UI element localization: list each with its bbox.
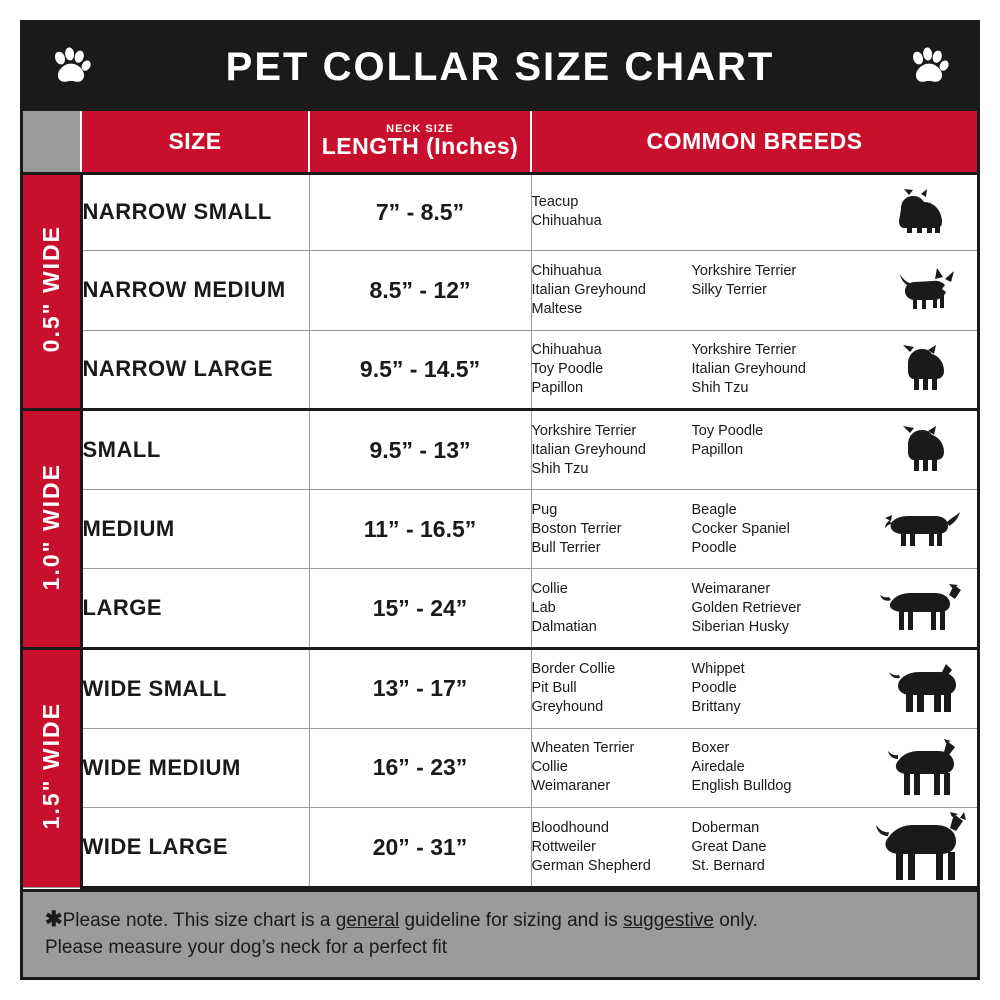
chart-frame (20, 20, 980, 980)
breeds-column-2 (692, 819, 842, 876)
breed-item: Bull Terrier (531, 539, 601, 556)
row-size: NARROW SMALL (81, 173, 309, 251)
breeds-column-2 (692, 739, 842, 796)
row-breeds (531, 410, 977, 490)
breeds-column-1 (532, 341, 682, 398)
breed-item: Brittany (691, 699, 741, 716)
breed-item: Collie (531, 580, 568, 597)
shihtzu-silhouette-icon (867, 425, 977, 475)
breed-item: Boston Terrier (531, 520, 622, 537)
breed-item: Yorkshire Terrier (691, 341, 797, 358)
breeds-column-1 (532, 819, 682, 876)
table-row (23, 330, 977, 410)
footer-text-a: Please note. This size chart is a (62, 910, 336, 931)
group-label-text: 1.0" WIDE (37, 462, 64, 591)
breed-item: Yorkshire Terrier (691, 262, 797, 279)
table-row (23, 728, 977, 808)
header-length-label: LENGTH (Inches) (321, 132, 519, 159)
footer-line-1 (45, 906, 955, 934)
breed-item: Cocker Spaniel (691, 520, 790, 537)
breed-item: Toy Poodle (531, 360, 604, 377)
breed-item: Teacup (531, 194, 579, 211)
breed-item: Italian Greyhound (531, 441, 646, 458)
footer-text-b: guideline for sizing and is (399, 910, 624, 931)
breeds-column-2 (692, 341, 842, 398)
row-size: WIDE SMALL (81, 649, 309, 729)
breed-item: Whippet (691, 661, 745, 678)
asterisk-icon: ✱ (45, 908, 63, 931)
breeds-column-2 (692, 580, 842, 637)
row-length: 16” - 23” (309, 728, 531, 808)
breed-item: Italian Greyhound (691, 360, 806, 377)
breed-item: Siberian Husky (691, 618, 790, 635)
breeds-column-1 (532, 580, 682, 637)
row-breeds (531, 251, 977, 331)
doberman-silhouette-icon (867, 812, 977, 882)
row-breeds (531, 808, 977, 888)
breeds-column-1 (532, 660, 682, 717)
table-row (23, 410, 977, 490)
footer-emphasis-suggestive: suggestive (623, 910, 714, 931)
breed-item: Lab (531, 599, 556, 616)
breed-item: Italian Greyhound (531, 281, 646, 298)
paw-icon (49, 45, 93, 89)
breed-item: Border Collie (531, 661, 616, 678)
breed-item: Airedale (691, 759, 745, 776)
boxer-silhouette-icon (867, 739, 977, 797)
breed-item: Silky Terrier (691, 281, 767, 298)
breeds-column-2 (692, 193, 842, 231)
breed-item: Chihuahua (531, 341, 602, 358)
breed-item: Dalmatian (531, 618, 597, 635)
breeds-column-1 (532, 262, 682, 319)
breed-item: Chihuahua (531, 262, 602, 279)
row-size: NARROW LARGE (81, 330, 309, 410)
row-size: LARGE (81, 569, 309, 649)
chihuahua-silhouette-icon (867, 267, 977, 313)
breeds-column-2 (692, 262, 842, 319)
group-label-text: 1.5" WIDE (37, 702, 64, 830)
row-breeds (531, 173, 977, 251)
breed-item: Poodle (691, 539, 737, 556)
row-breeds (531, 728, 977, 808)
row-size: SMALL (81, 410, 309, 490)
row-breeds (531, 489, 977, 569)
breed-item: Doberman (691, 819, 760, 836)
row-size: WIDE LARGE (81, 808, 309, 888)
breed-item: German Shepherd (531, 857, 651, 874)
breeds-column-1 (532, 193, 682, 231)
breed-item: Collie (531, 759, 568, 776)
table-row (23, 251, 977, 331)
papillon-silhouette-icon (867, 344, 977, 394)
group-label-wide (23, 649, 81, 888)
breed-item: Weimaraner (691, 580, 771, 597)
table-header-row (23, 111, 977, 173)
beagle-silhouette-icon (867, 507, 977, 551)
breed-item: Toy Poodle (691, 422, 764, 439)
breed-item: Weimaraner (531, 778, 611, 795)
header-length (309, 111, 531, 173)
row-breeds (531, 649, 977, 729)
footer-emphasis-general: general (335, 910, 400, 931)
group-label-standard (23, 410, 81, 649)
breed-item: Great Dane (691, 838, 767, 855)
row-length: 20” - 31” (309, 808, 531, 888)
size-chart-table (23, 111, 977, 889)
breed-item: Shih Tzu (531, 460, 589, 477)
footer-text-c: only. (713, 910, 758, 931)
chart-header (23, 23, 977, 111)
breed-item: St. Bernard (691, 857, 765, 874)
breed-item: Pit Bull (531, 680, 577, 697)
breed-item: Beagle (691, 501, 737, 518)
header-size: SIZE (81, 111, 309, 173)
breed-item: Papillon (531, 379, 584, 396)
paw-icon (907, 45, 951, 89)
breed-item: Greyhound (531, 699, 604, 716)
breed-item: Poodle (691, 680, 737, 697)
breeds-column-1 (532, 422, 682, 479)
breed-item: Chihuahua (531, 213, 602, 230)
breed-item: Wheaten Terrier (531, 740, 635, 757)
breed-item: Papillon (691, 441, 744, 458)
page-title: PET COLLAR SIZE CHART (225, 44, 775, 89)
breed-item: Bloodhound (531, 819, 609, 836)
breed-item: Shih Tzu (691, 379, 749, 396)
group-label-text: 0.5" WIDE (37, 225, 64, 353)
table-row (23, 569, 977, 649)
breeds-column-2 (692, 501, 842, 558)
breed-item: Golden Retriever (691, 599, 802, 616)
row-size: MEDIUM (81, 489, 309, 569)
footer-note (23, 889, 977, 977)
breed-item: Maltese (531, 300, 583, 317)
row-breeds (531, 330, 977, 410)
breeds-column-1 (532, 739, 682, 796)
header-neck-size-label: NECK SIZE (386, 122, 454, 135)
retriever-silhouette-icon (867, 582, 977, 634)
row-size: NARROW MEDIUM (81, 251, 309, 331)
row-length: 7” - 8.5” (309, 173, 531, 251)
table-row (23, 173, 977, 251)
breeds-column-1 (532, 501, 682, 558)
row-length: 8.5” - 12” (309, 251, 531, 331)
bulldog-silhouette-icon (867, 662, 977, 716)
table-row (23, 649, 977, 729)
table-row (23, 489, 977, 569)
header-corner (23, 111, 81, 173)
breed-item: English Bulldog (691, 778, 792, 795)
row-length: 9.5” - 14.5” (309, 330, 531, 410)
row-size: WIDE MEDIUM (81, 728, 309, 808)
yorkie-silhouette-icon (867, 187, 977, 237)
breed-item: Pug (531, 501, 558, 518)
row-length: 9.5” - 13” (309, 410, 531, 490)
footer-line-2: Please measure your dog’s neck for a perfect fit (45, 937, 448, 958)
breeds-column-2 (692, 660, 842, 717)
row-breeds (531, 569, 977, 649)
breed-item: Rottweiler (531, 838, 596, 855)
table-row (23, 808, 977, 888)
header-common-breeds: COMMON BREEDS (531, 111, 977, 173)
row-length: 15” - 24” (309, 569, 531, 649)
row-length: 11” - 16.5” (309, 489, 531, 569)
breeds-column-2 (692, 422, 842, 479)
group-label-narrow (23, 173, 81, 410)
breed-item: Yorkshire Terrier (531, 422, 637, 439)
row-length: 13” - 17” (309, 649, 531, 729)
breed-item: Boxer (691, 740, 730, 757)
